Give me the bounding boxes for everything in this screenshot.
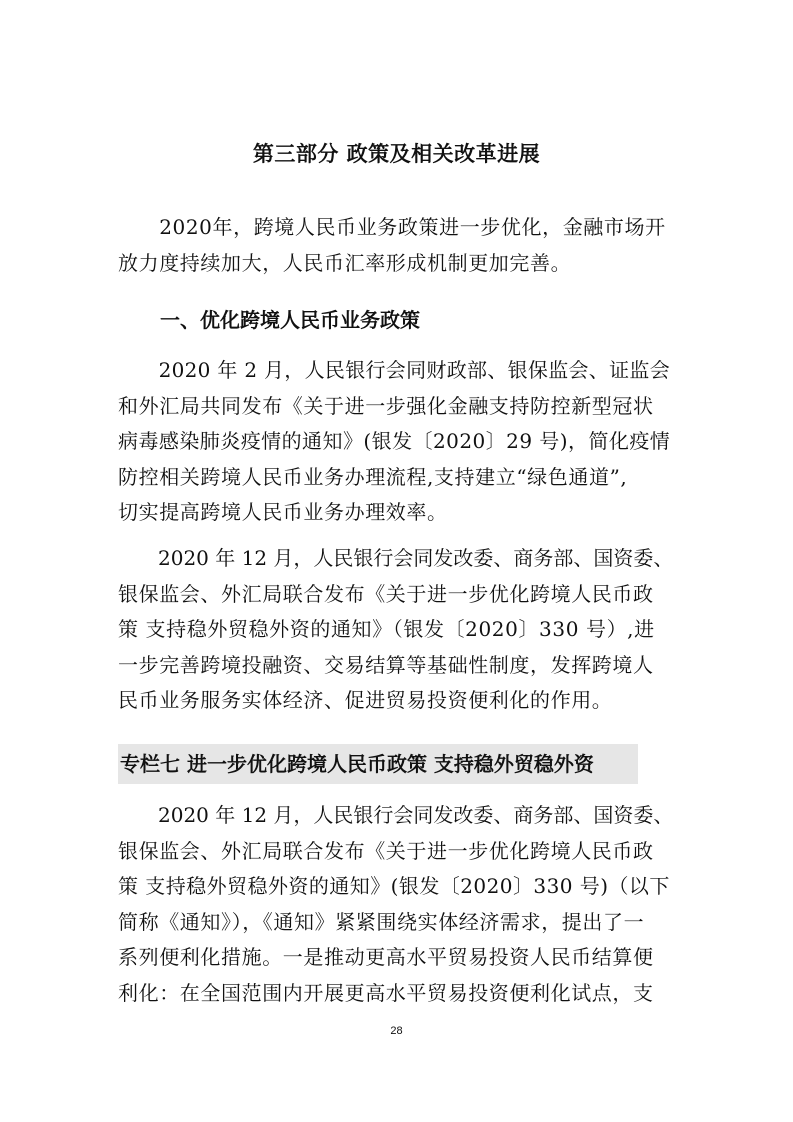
text-line: 2020年，跨境人民币业务政策进一步优化，金融市场开 [118, 215, 666, 239]
text-line: 民币业务服务实体经济、促进贸易投资便利化的作用。 [118, 688, 613, 713]
page-number: 28 [390, 1025, 403, 1037]
section-paragraph-1 [118, 353, 674, 531]
text-line: 系列便利化措施。一是推动更高水平贸易投资人民币结算便 [118, 945, 654, 970]
text-line: 一步完善跨境投融资、交易结算等基础性制度，发挥跨境人 [118, 652, 654, 677]
text-line: 银保监会、外汇局联合发布《关于进一步优化跨境人民币政 [118, 581, 654, 606]
text-line: 银保监会、外汇局联合发布《关于进一步优化跨境人民币政 [118, 838, 654, 863]
intro-paragraph [118, 210, 674, 281]
text-line: 病毒感染肺炎疫情的通知》(银发〔2020〕29 号)，简化疫情 [118, 429, 671, 454]
text-line: 策 支持稳外贸稳外资的通知》（银发〔2020〕330 号）,进 [118, 617, 655, 642]
box-title: 专栏七 进一步优化跨境人民币政策 支持稳外贸稳外资 [118, 744, 638, 784]
page-title: 第三部分 政策及相关改革进展 [252, 142, 541, 166]
text-line: 简称《通知》），《通知》紧紧围绕实体经济需求，提出了一 [118, 909, 645, 934]
text-line: 和外汇局共同发布《关于进一步强化金融支持防控新型冠状 [118, 393, 654, 418]
text-line: 2020 年 12 月，人民银行会同发改委、商务部、国资委、 [118, 546, 674, 570]
text-line: 策 支持稳外贸稳外资的通知》(银发〔2020〕330 号)（以下 [118, 874, 670, 899]
box-paragraph [118, 798, 674, 1012]
text-line: 利化：在全国范围内开展更高水平贸易投资便利化试点，支 [118, 980, 654, 1005]
text-line: 2020 年 2 月，人民银行会同财政部、银保监会、证监会 [118, 358, 670, 382]
text-line: 放力度持续加大，人民币汇率形成机制更加完善。 [118, 250, 572, 275]
text-line: 2020 年 12 月，人民银行会同发改委、商务部、国资委、 [118, 803, 674, 827]
text-line: 防控相关跨境人民币业务办理流程,支持建立“绿色通道”, [118, 464, 628, 489]
text-line: 切实提高跨境人民币业务办理效率。 [118, 500, 448, 525]
section-paragraph-2 [118, 541, 674, 719]
section-heading: 一、优化跨境人民币业务政策 [160, 308, 420, 332]
